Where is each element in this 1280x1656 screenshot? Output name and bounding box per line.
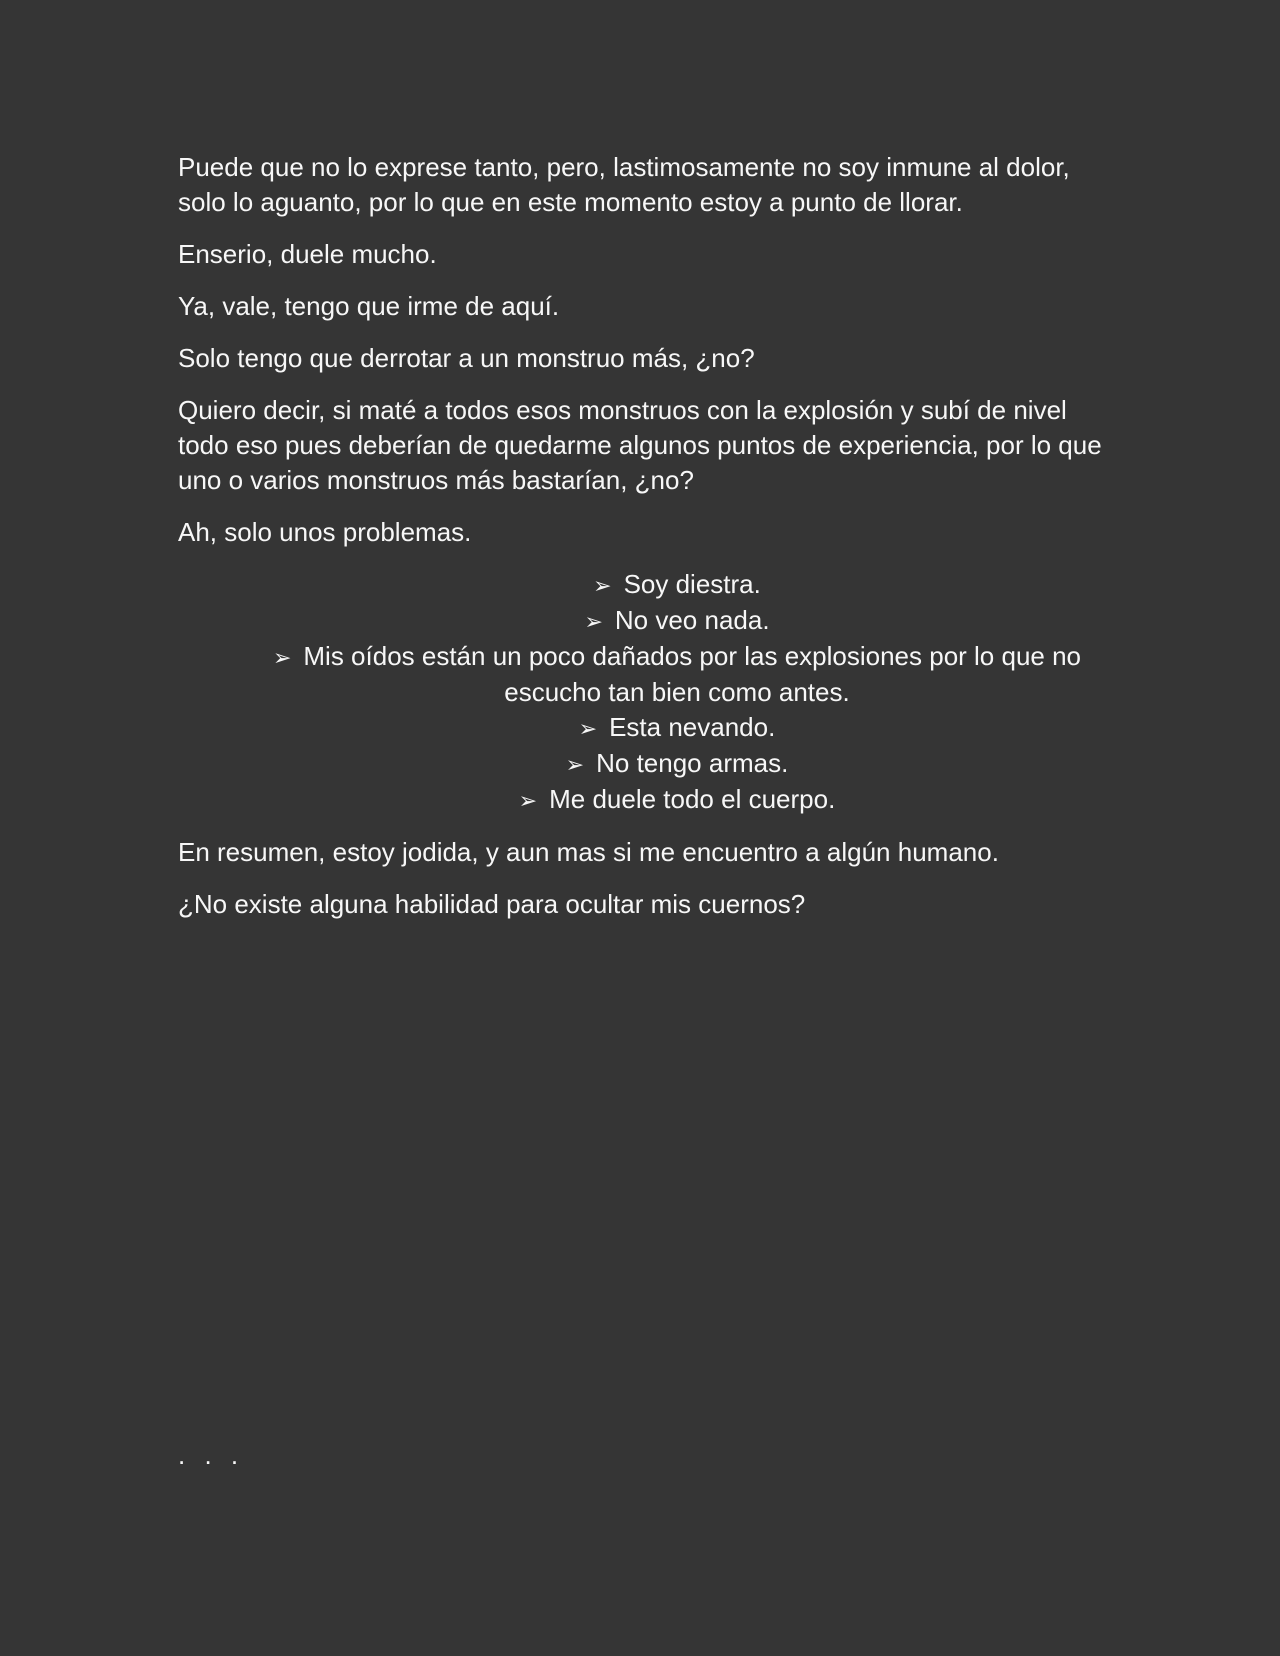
- arrowhead-bullet-icon: ➢: [565, 752, 585, 777]
- document-body: [178, 150, 1102, 939]
- paragraph: Puede que no lo exprese tanto, pero, lastimosamente no soy inmune al dolor, solo lo aguanto, por lo que en este momento estoy a punto de llorar.: [178, 152, 1070, 217]
- list-item-text: Me duele todo el cuerpo.: [549, 784, 836, 814]
- list-item: [252, 567, 1102, 603]
- paragraph: Solo tengo que derrotar a un monstruo más, ¿no?: [178, 343, 755, 373]
- paragraph: En resumen, estoy jodida, y aun mas si me encuentro a algún humano.: [178, 837, 999, 867]
- arrowhead-bullet-icon: ➢: [584, 609, 603, 634]
- arrowhead-bullet-icon: ➢: [593, 573, 612, 598]
- paragraph: Enserio, duele mucho.: [178, 239, 437, 269]
- list-item: [252, 782, 1102, 818]
- list-item: [252, 746, 1102, 782]
- problems-list: [178, 567, 1102, 818]
- arrowhead-bullet-icon: ➢: [518, 788, 538, 813]
- list-item: [252, 710, 1102, 746]
- list-item-text: Esta nevando.: [609, 712, 776, 742]
- list-item-text: No veo nada.: [614, 605, 770, 635]
- paragraph: Quiero decir, si maté a todos esos monstruos con la explosión y subí de nivel todo eso pues deberían de quedarme algunos puntos de experiencia, por lo que uno o varios monstruos más bastarían, ¿no?: [178, 395, 1102, 495]
- paragraph: Ah, solo unos problemas.: [178, 517, 472, 547]
- paragraph: Ya, vale, tengo que irme de aquí.: [178, 291, 560, 321]
- arrowhead-bullet-icon: ➢: [272, 645, 292, 670]
- list-item: [252, 639, 1102, 710]
- paragraph: ¿No existe alguna habilidad para ocultar mis cuernos?: [178, 889, 806, 919]
- list-item-text: Mis oídos están un poco dañados por las explosiones por lo que no escucho tan bien como antes.: [303, 641, 1082, 707]
- list-item-text: Soy diestra.: [623, 569, 761, 599]
- list-item: [252, 603, 1102, 639]
- arrowhead-bullet-icon: ➢: [578, 716, 598, 741]
- list-item-text: No tengo armas.: [596, 748, 789, 778]
- scene-break-ellipsis: . . .: [178, 1440, 245, 1470]
